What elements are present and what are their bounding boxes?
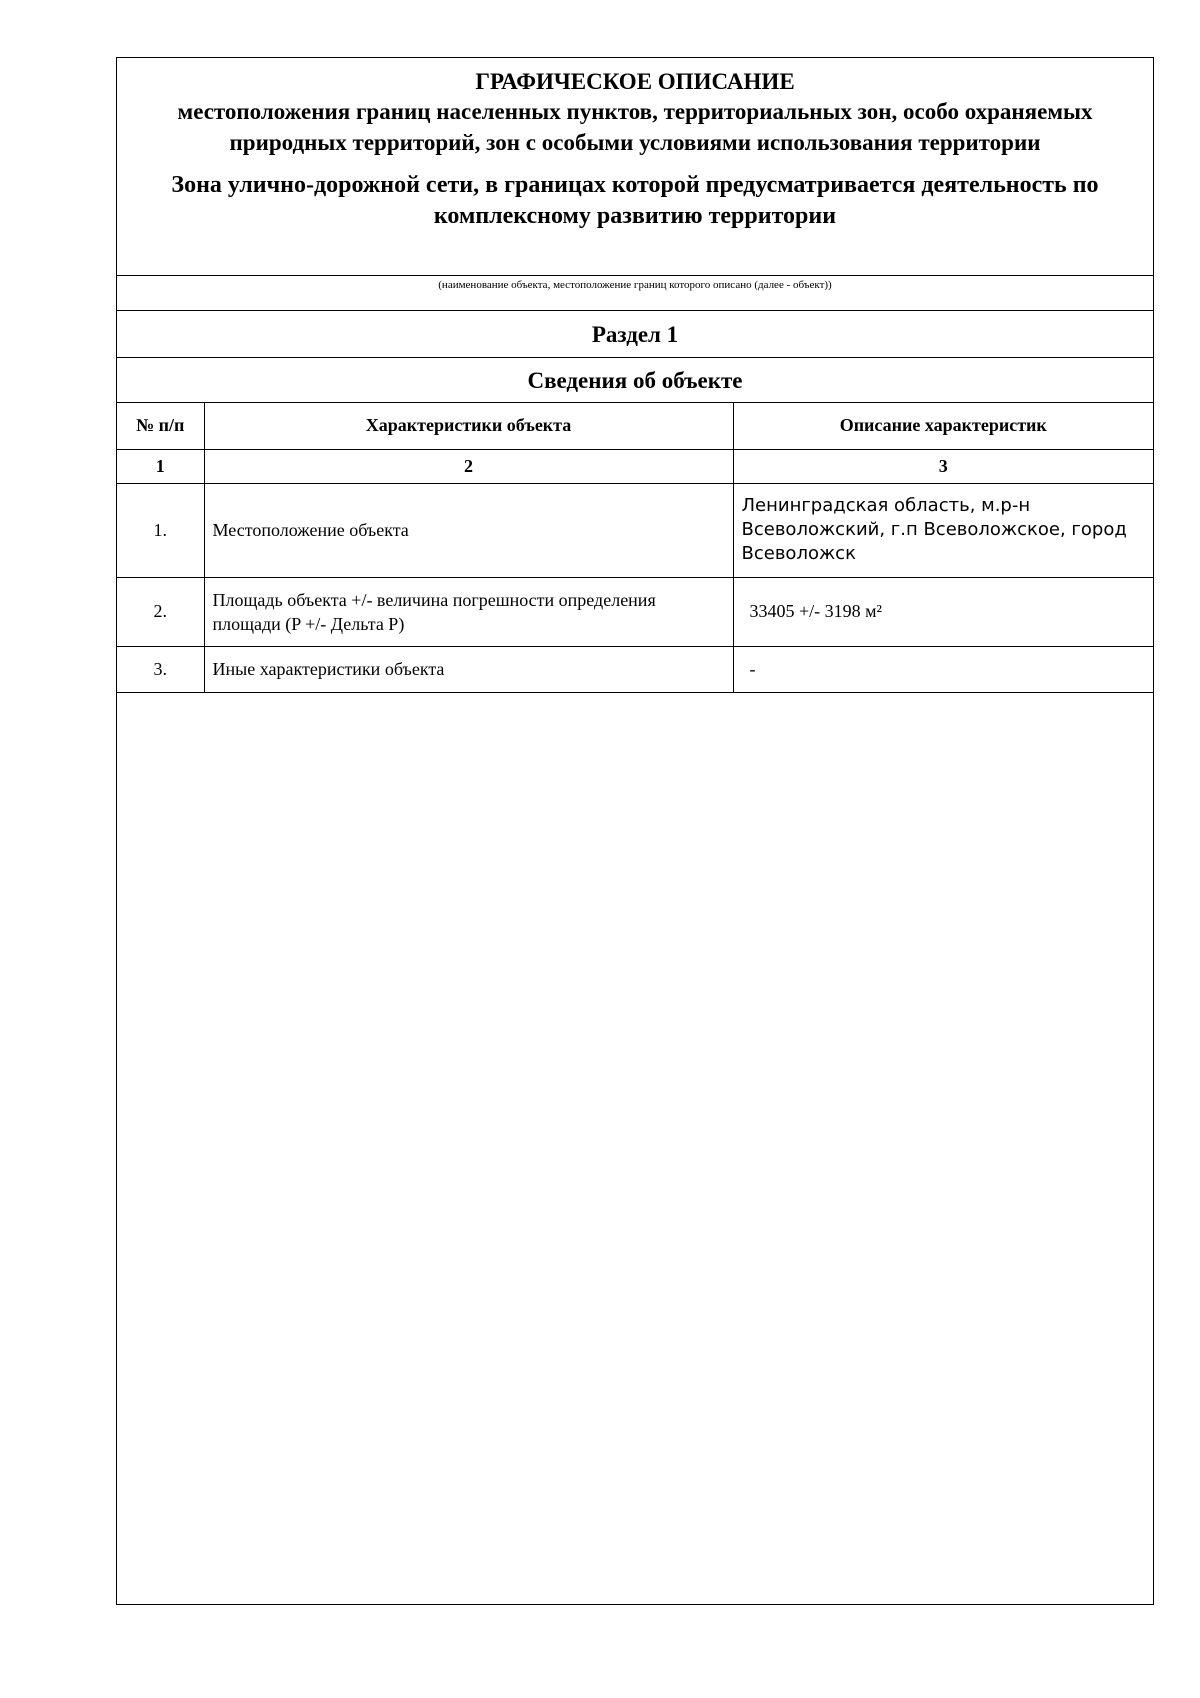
table-header-row bbox=[117, 403, 1153, 449]
section-title: Сведения об объекте bbox=[117, 358, 1153, 403]
row-characteristic: Иные характеристики объекта bbox=[204, 646, 733, 692]
header-characteristic: Характеристики объекта bbox=[204, 403, 733, 449]
table-row bbox=[117, 483, 1153, 577]
row-characteristic: Площадь объекта +/- величина погрешности определения площади (P +/- Дельта P) bbox=[204, 577, 733, 646]
row-number: 2. bbox=[117, 577, 204, 646]
object-info-table bbox=[117, 403, 1153, 693]
row-value: 33405 +/- 3198 м² bbox=[733, 577, 1153, 646]
row-value: Ленинградская область, м.р-н Всеволожский, г.п Всеволожское, город Всеволожск bbox=[733, 483, 1153, 577]
document-frame bbox=[116, 57, 1154, 1605]
document-subtitle: местоположения границ населенных пунктов, территориальных зон, особо охраняемых природных территорий, зон с особыми условиями использования территории bbox=[177, 99, 1093, 155]
row-value: - bbox=[733, 646, 1153, 692]
object-caption: (наименование объекта, местоположение границ которого описано (далее - объект)) bbox=[117, 276, 1153, 311]
col-number-3: 3 bbox=[733, 449, 1153, 483]
row-characteristic: Местоположение объекта bbox=[204, 483, 733, 577]
zone-name: Зона улично-дорожной сети, в границах которой предусматривается деятельность по комплексному развитию территории bbox=[171, 172, 1099, 229]
document-header bbox=[117, 58, 1153, 276]
table-row bbox=[117, 646, 1153, 692]
table-row bbox=[117, 577, 1153, 646]
row-number: 1. bbox=[117, 483, 204, 577]
col-number-2: 2 bbox=[204, 449, 733, 483]
document-title: ГРАФИЧЕСКОЕ ОПИСАНИЕ bbox=[475, 69, 795, 94]
column-numbers-row bbox=[117, 449, 1153, 483]
header-num: № п/п bbox=[117, 403, 204, 449]
col-number-1: 1 bbox=[117, 449, 204, 483]
row-number: 3. bbox=[117, 646, 204, 692]
section-number: Раздел 1 bbox=[117, 311, 1153, 358]
header-description: Описание характеристик bbox=[733, 403, 1153, 449]
